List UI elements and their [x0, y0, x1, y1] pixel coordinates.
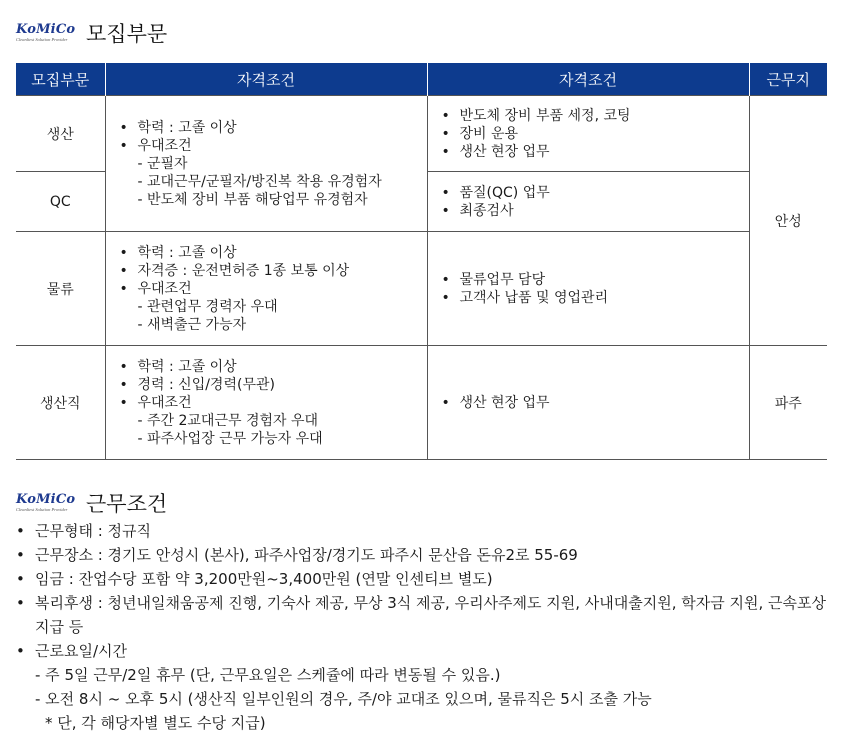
section-header-recruit — [16, 18, 167, 48]
duty-list — [428, 394, 749, 412]
sub-list-item: - 주간 2교대근무 경험자 우대 — [137, 412, 319, 429]
list-item — [118, 137, 427, 209]
list-item: • 물류업무 담당 — [440, 271, 749, 289]
table-row — [16, 232, 827, 346]
list-item: • 근무장소 : 경기도 안성시 (본사), 파주사업장/경기도 파주시 문산읍 돈유2로 55-69 — [16, 543, 836, 567]
work-hours-sublist — [35, 663, 836, 735]
list-item: • 복리후생 : 청년내일채움공제 진행, 기숙사 제공, 무상 3식 제공, 우리사주제도 지원, 사내대출지원, 학자금 지원, 근속포상 지급 등 — [16, 591, 836, 639]
sub-list-item: - 교대근무/군필자/방진복 착용 유경험자 — [137, 173, 382, 190]
division-production: 생산 — [16, 96, 105, 172]
preference-sublist — [138, 412, 427, 448]
table-header-row — [16, 63, 827, 96]
komico-logo — [16, 22, 76, 43]
list-item: • 학력 : 고졸 이상 — [118, 358, 427, 376]
sub-list-item: - 반도체 장비 부품 해당업무 유경험자 — [137, 191, 368, 208]
recruitment-table — [16, 63, 827, 460]
preference-sublist — [138, 155, 427, 209]
qualifications-production-staff — [105, 346, 427, 460]
list-item-label: 우대조건 — [137, 137, 192, 154]
logo-tagline: Cleanliest Solution Provider — [16, 37, 68, 42]
list-item: • 장비 운용 — [440, 125, 749, 143]
duties-qc — [427, 172, 749, 232]
header-qualifications: 자격조건 — [105, 63, 427, 96]
preference-sublist — [138, 298, 427, 334]
sub-list-item: - 파주사업장 근무 가능자 우대 — [137, 430, 323, 447]
list-item: • 품질(QC) 업무 — [440, 184, 749, 202]
sub-list-item: * 단, 각 해당자별 별도 수당 지급) — [45, 714, 266, 732]
qualification-list — [106, 244, 427, 334]
list-item — [118, 280, 427, 334]
duty-list — [428, 184, 749, 220]
section-title-recruit: 모집부문 — [86, 22, 168, 46]
header-qualifications-2: 자격조건 — [427, 63, 749, 96]
list-item-label: 근로요일/시간 — [35, 642, 127, 660]
list-item: • 경력 : 신입/경력(무관) — [118, 376, 427, 394]
duties-logistics — [427, 232, 749, 346]
qualification-list — [106, 119, 427, 209]
list-item-label: 우대조건 — [137, 280, 192, 297]
list-item: • 고객사 납품 및 영업관리 — [440, 289, 749, 307]
shared-qualifications-cell — [105, 96, 427, 232]
section-header-conditions — [16, 488, 167, 518]
list-item — [16, 639, 836, 735]
logo-text: KoMiCo — [16, 22, 76, 37]
table-row — [16, 96, 827, 172]
division-production-staff: 생산직 — [16, 346, 105, 460]
list-item: • 반도체 장비 부품 세정, 코팅 — [440, 107, 749, 125]
conditions-list — [16, 519, 836, 735]
sub-list-item: - 군필자 — [137, 155, 188, 172]
list-item — [118, 394, 427, 448]
list-item: • 최종검사 — [440, 202, 749, 220]
division-qc: QC — [16, 172, 105, 232]
division-logistics: 물류 — [16, 232, 105, 346]
list-item: • 임금 : 잔업수당 포함 약 3,200만원~3,400만원 (연말 인센티브 별도) — [16, 567, 836, 591]
komico-logo — [16, 492, 76, 513]
logo-text: KoMiCo — [16, 492, 76, 507]
logo-tagline: Cleanliest Solution Provider — [16, 507, 68, 512]
sub-list-item: - 주 5일 근무/2일 휴무 (단, 근무요일은 스케쥴에 따라 변동될 수 있음.) — [35, 666, 501, 684]
qualifications-logistics — [105, 232, 427, 346]
duty-list — [428, 271, 749, 307]
duty-list — [428, 107, 749, 161]
sub-list-item: - 오전 8시 ~ 오후 5시 (생산직 일부인원의 경우, 주/야 교대조 있으며, 물류직은 5시 조출 가능 — [35, 690, 652, 708]
list-item: • 학력 : 고졸 이상 — [118, 119, 427, 137]
list-item: • 생산 현장 업무 — [440, 394, 749, 412]
list-item: • 생산 현장 업무 — [440, 143, 749, 161]
workplace-anseong: 안성 — [749, 96, 827, 346]
list-item-label: 우대조건 — [137, 394, 192, 411]
section-title-conditions: 근무조건 — [86, 492, 168, 516]
table-row — [16, 346, 827, 460]
list-item: • 학력 : 고졸 이상 — [118, 244, 427, 262]
workplace-paju: 파주 — [749, 346, 827, 460]
header-division: 모집부문 — [16, 63, 105, 96]
header-workplace: 근무지 — [749, 63, 827, 96]
list-item: • 근무형태 : 정규직 — [16, 519, 836, 543]
sub-list-item: - 새벽출근 가능자 — [137, 316, 247, 333]
sub-list-item: - 관련업무 경력자 우대 — [137, 298, 278, 315]
list-item: • 자격증 : 운전면허증 1종 보통 이상 — [118, 262, 427, 280]
qualification-list — [106, 358, 427, 448]
duties-production — [427, 96, 749, 172]
duties-production-staff — [427, 346, 749, 460]
